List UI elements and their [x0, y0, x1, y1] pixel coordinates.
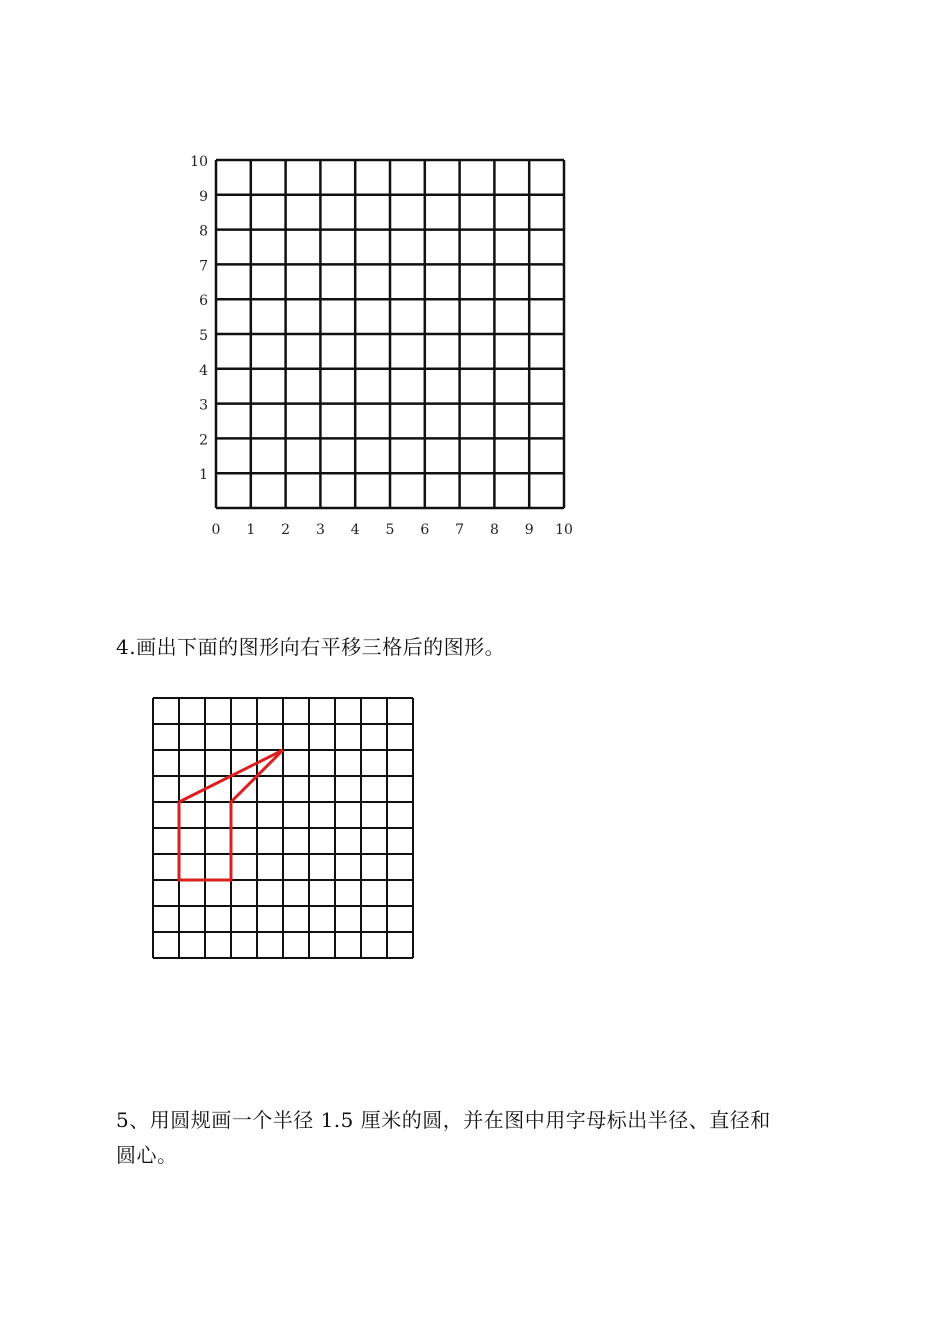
x-tick-label: 7: [455, 522, 465, 538]
y-tick-label: 6: [199, 293, 208, 310]
question-4-text: 4.画出下面的图形向右平移三格后的图形。: [116, 635, 506, 659]
x-tick-label: 9: [524, 522, 534, 538]
y-tick-label: 4: [199, 362, 208, 379]
x-axis-labels: [212, 522, 573, 538]
x-tick-label: 6: [420, 522, 430, 538]
x-tick-label: 8: [489, 522, 499, 538]
y-tick-label: 10: [190, 154, 208, 170]
x-tick-label: 4: [350, 522, 360, 538]
grid-lines: [216, 160, 564, 508]
grid-lines: [153, 698, 413, 958]
y-tick-label: 8: [199, 223, 208, 240]
x-tick-label: 1: [246, 522, 256, 538]
x-tick-label: 10: [555, 522, 573, 538]
question-5-text-line2: 圆心。: [116, 1143, 178, 1167]
x-tick-label: 2: [281, 522, 291, 538]
x-tick-label: 5: [385, 522, 395, 538]
y-axis-labels: [190, 154, 208, 483]
translation-grid: [150, 695, 418, 965]
x-tick-label: 0: [211, 522, 221, 538]
y-tick-label: 9: [199, 188, 208, 205]
question-5-text-line1: 5、用圆规画一个半径 1.5 厘米的圆，并在图中用字母标出半径、直径和: [116, 1108, 771, 1132]
y-tick-label: 1: [199, 467, 208, 484]
y-tick-label: 5: [199, 328, 208, 344]
y-tick-label: 2: [199, 432, 208, 449]
x-tick-label: 3: [315, 522, 325, 538]
y-tick-label: 7: [199, 258, 208, 275]
y-tick-label: 3: [199, 397, 208, 414]
coordinate-grid: [180, 150, 600, 550]
